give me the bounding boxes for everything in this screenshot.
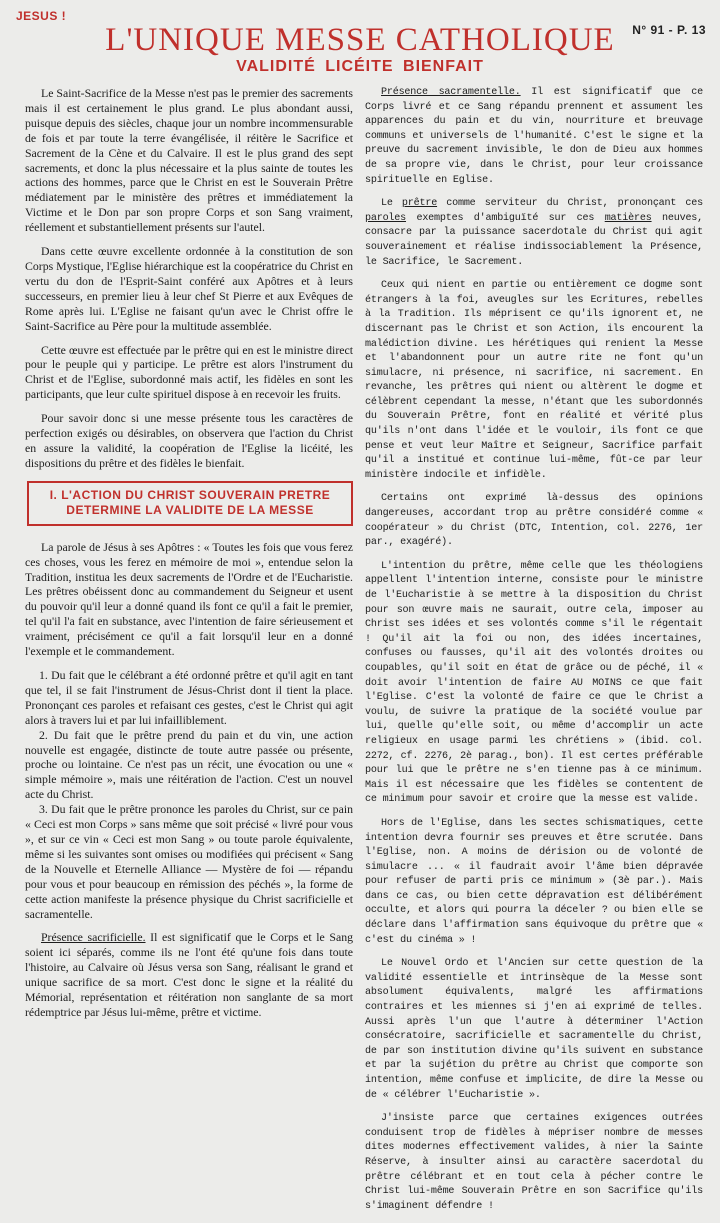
paragraph: J'insiste parce que certaines exigences outrées conduisent trop de fidèles à mépriser nombre de messes dites modernes effectivement valides, à nier la Sainte Réserve, à insulter ainsi au caractère sacerdotal du prêtre célébrant et en tout cela à pécher contre le Christ lui-même Souverain Prêtre en son Sacrifice qu'ils s'imaginent défendre ! <box>365 1113 703 1212</box>
underlined-lead: Présence sacrificielle. <box>41 930 146 945</box>
issue-page-number: N° 91 - P. 13 <box>632 23 706 37</box>
numbered-list <box>25 668 353 921</box>
section-heading-box: I. L'ACTION DU CHRIST SOUVERAIN PRETRE DETERMINE LA VALIDITE DE LA MESSE <box>27 481 353 526</box>
list-item: 1. Du fait que le célébrant a été ordonné prêtre et qu'il agit en tant que tel, il se fait l'instrument de Jésus-Christ dont il tient la place. Prononçant ces paroles et refaisant ces gestes, c'est le Christ qui agit alors à travers lui et par lui infailliblement. <box>25 668 353 727</box>
left-column <box>25 86 353 1029</box>
paragraph-text: comme serviteur du Christ, prononçant ces <box>437 198 703 210</box>
paragraph: Le Nouvel Ordo et l'Ancien sur cette question de la validité essentielle et intrinsèque de la Messe sont absolument équivalents, malgré les affirmations contraires et les miennes si j'en ai exprimé de telles. Aussi après l'un que l'autre à déterminer l'Action consécratoire, sacrificielle et sacramentelle du Christ, de par son institution divine qu'ils suivent en substance et par la sujétion du prêtre au Christ que comporte son intention, même confuse et implicite, de dire la Messe ou de « célébrer l'Eucharistie ». <box>365 958 703 1101</box>
page-title: L'UNIQUE MESSE CATHOLIQUE <box>105 22 615 58</box>
paragraph-text: Il est significatif que ce Corps livré et ce Sang répandu prennent et assument les apparences du pain et du vin, nourriture et breuvage communs et universels de l'humanité. C'est le signe et la preuve du sacrement invisible, le don de Dieu aux hommes de sa propre vie, dans le Christ, pour leur croissance spirituelle en Eglise. <box>365 87 703 186</box>
paragraph-text: neuves, consacre par la puissance sacerdotale du Christ qui agit souverainement et réalise indissociablement la Présence, le Sacrifice, le Sacrement. <box>365 212 704 268</box>
page-subtitle: VALIDITÉ LICÉITE BIENFAIT <box>236 58 484 75</box>
journal-tag: JESUS ! <box>16 9 67 23</box>
paragraph <box>365 197 703 270</box>
paragraph <box>25 930 353 1019</box>
paragraph-text: Le <box>381 198 402 210</box>
underlined-lead: Présence sacramentelle. <box>381 87 521 98</box>
list-item: 3. Du fait que le prêtre prononce les paroles du Christ, sur ce pain « Ceci est mon Corps » sans même que soit précisé « livré pour vous », et sur ce vin « Ceci est mon Sang » ou toute parole équivalente, même si les suivantes sont omises ou modifiées qui précisent « Sang de la Nouvelle et Eternelle Alliance — Mystère de foi — répandu pour vous et pour beaucoup en rémission des péchés », la forme de cette action manifeste la présence physique du Christ sacrificielle et sacramentelle. <box>25 802 353 921</box>
list-item: 2. Du fait que le prêtre prend du pain et du vin, une action nouvelle est engagée, distincte de toute autre passée ou présente, proche ou lointaine. Ce n'est pas un récit, une évocation ou une « simple mémoire », mais une réitération de l'action. C'est un nouvel acte du Christ. <box>25 727 353 802</box>
paragraph <box>365 86 703 188</box>
paragraph: Certains ont exprimé là-dessus des opinions dangereuses, accordant trop au prêtre considéré comme « coopérateur » du Christ (DTC, Intention, col. 2276, 1er par., exagéré). <box>365 493 703 549</box>
underlined-word: paroles <box>365 212 407 224</box>
paragraph: Dans cette œuvre excellente ordonnée à la constitution de son Corps Mystique, l'Eglise hiérarchique est la coopératrice du Christ en vertu du don de l'Esprit-Saint conféré aux Apôtres et à leurs successeurs, en premier lieu à leur chef St Pierre et aux Evêques de Rome après lui. L'Eglise ne faisant qu'un avec le Christ offre le Saint-Sacrifice au Père pour la multitude assemblée. <box>25 244 353 333</box>
paragraph: Ceux qui nient en partie ou entièrement ce dogme sont étrangers à la foi, aveugles sur les Ecritures, rebelles à la Tradition. Ils méprisent ce qu'ils ignorent et, ne discernant pas le Christ et son Action, ils encourent la malédiction divine. Les hérétiques qui renient la Messe et l'abandonnent pour un autre rite ne font qu'un simulacre, ni présence, ni sacrifice, ni sacrement. En revanche, les prêtres qui nient ou altèrent le dogme et célèbrent cependant la messe, n'étant que les subordonnés du Souverain Prêtre, font en réalité et vérité plus qu'ils n'ont dans l'idée et le vouloir, ils font ce que pense et veut leur Maître et Seigneur, Sacrifice parfait qu'il a institué et continue lui-même, fût-ce par leur ministère indocile et infidèle. <box>365 280 703 481</box>
underlined-word: matières <box>604 212 652 224</box>
underlined-word: prêtre <box>401 198 438 210</box>
paragraph: Le Saint-Sacrifice de la Messe n'est pas le premier des sacrements mais il est certainement le plus grand. Le plus abondant aussi, puisque depuis des siècles, chaque jour un nombre incommensurable de fois et par toute la terre évangélisée, il réitère le Sacrifice et Sacrement de la Cène et du Calvaire. Il est le plus grand des sept sacrements, et donc la plus nécessaire et la plus sainte de toutes les actions des hommes, parce que le Christ en est le Souverain Prêtre médiatement par le ministère des prêtres et immédiatement la Victime et le Don par son propre Corps et son Sang vraiment, réellement et substantiellement présents sur l'autel. <box>25 86 354 235</box>
right-column <box>365 86 703 1223</box>
paragraph-text: Il est significatif que le Corps et le Sang soient ici séparés, comme ils ne l'ont été qu'une fois dans toute l'histoire, au Calvaire où Jésus versa son Sang, réalisant le grand et unique sacrifice de sa mort. C'est donc le signe et la réalité du Mémorial, représentation et réitération non sanglante de sa mort rédemptrice par Jésus lui-même, prêtre et victime. <box>25 930 354 1019</box>
paragraph: Hors de l'Eglise, dans les sectes schismatiques, cette intention devra fournir ses preuves et être scrutée. Dans l'Eglise, non. A moins de dérision ou de volonté de simulacre ... « il faudrait avoir l'âme bien dépravée pour refuser de parti pris ce minimum » (3è par.). Mais dans ce cas, ou bien cette dépravation est délibérément occulte, et alors qui pourra la déceler ? ou bien elle se déclare dans l'affirmation sans équivoque du prêtre que « c'est du cinéma » ! <box>365 817 703 946</box>
paragraph: La parole de Jésus à ses Apôtres : « Toutes les fois que vous ferez ces choses, vous les ferez en mémoire de moi », entendue selon la Tradition, institua les deux sacrements de l'Ordre et de l'Eucharistie. Les prêtres obéissent donc au commandement du Seigneur et usent du pouvoir qu'il leur a donné quand ils font ce qu'il a fait le premier, tel qu'il l'a fait en substance, avec l'intention de faire sérieusement et vraiment, précisément ce qu'il a fait lorsqu'il leur en a donné l'exemple et le commandement. <box>25 539 353 659</box>
paragraph-text: exemptes d'ambiguïté sur ces <box>406 212 605 224</box>
paragraph: Cette œuvre est effectuée par le prêtre qui en est le ministre direct pour le peuple qui y participe. Le prêtre est alors l'instrument du Christ et de l'Eglise, subordonné mais actif, les fidèles en sont les participants, que leur culte spirituel dispose à en recevoir les fruits. <box>25 342 353 402</box>
paragraph: L'intention du prêtre, même celle que les théologiens appellent l'intention interne, consiste pour le ministre de l'Eucharistie à se mettre à la disposition du Christ pour son œuvre mais ne saurait, outre cela, imposer au Christ ses idées et ses volontés comme s'il le régentait ! Qu'il ait la foi ou non, des idées incertaines, confuses ou fausses, qu'il ait des volontés droites ou coupables, qu'il soit en état de grâce ou de péché, il « doit avoir l'intention de faire AU MOINS ce que fait l'Eglise. C'est la volonté de faire ce que le Christ a voulu, de suivre la pratique de la société voulue par lui, quelle qu'elle soit, ou même d'accomplir un acte religieux en usage parmi les chrétiens » (ibid. col. 2272, cf. 2276, 2è parag., bon). Il est certes préférable pour lui que le prêtre ne s'en tienne pas à ce minimum. Mais il est nécessaire que les fidèles se contentent de ce minimum pour savoir et croire que la messe est valide. <box>365 560 703 806</box>
paragraph: Pour savoir donc si une messe présente tous les caractères de perfection exigés ou désirables, on observera que l'action du Christ en assure la validité, la coopération de l'Eglise la licéité, les dispositions du prêtre et des fidèles le bienfait. <box>25 411 353 470</box>
